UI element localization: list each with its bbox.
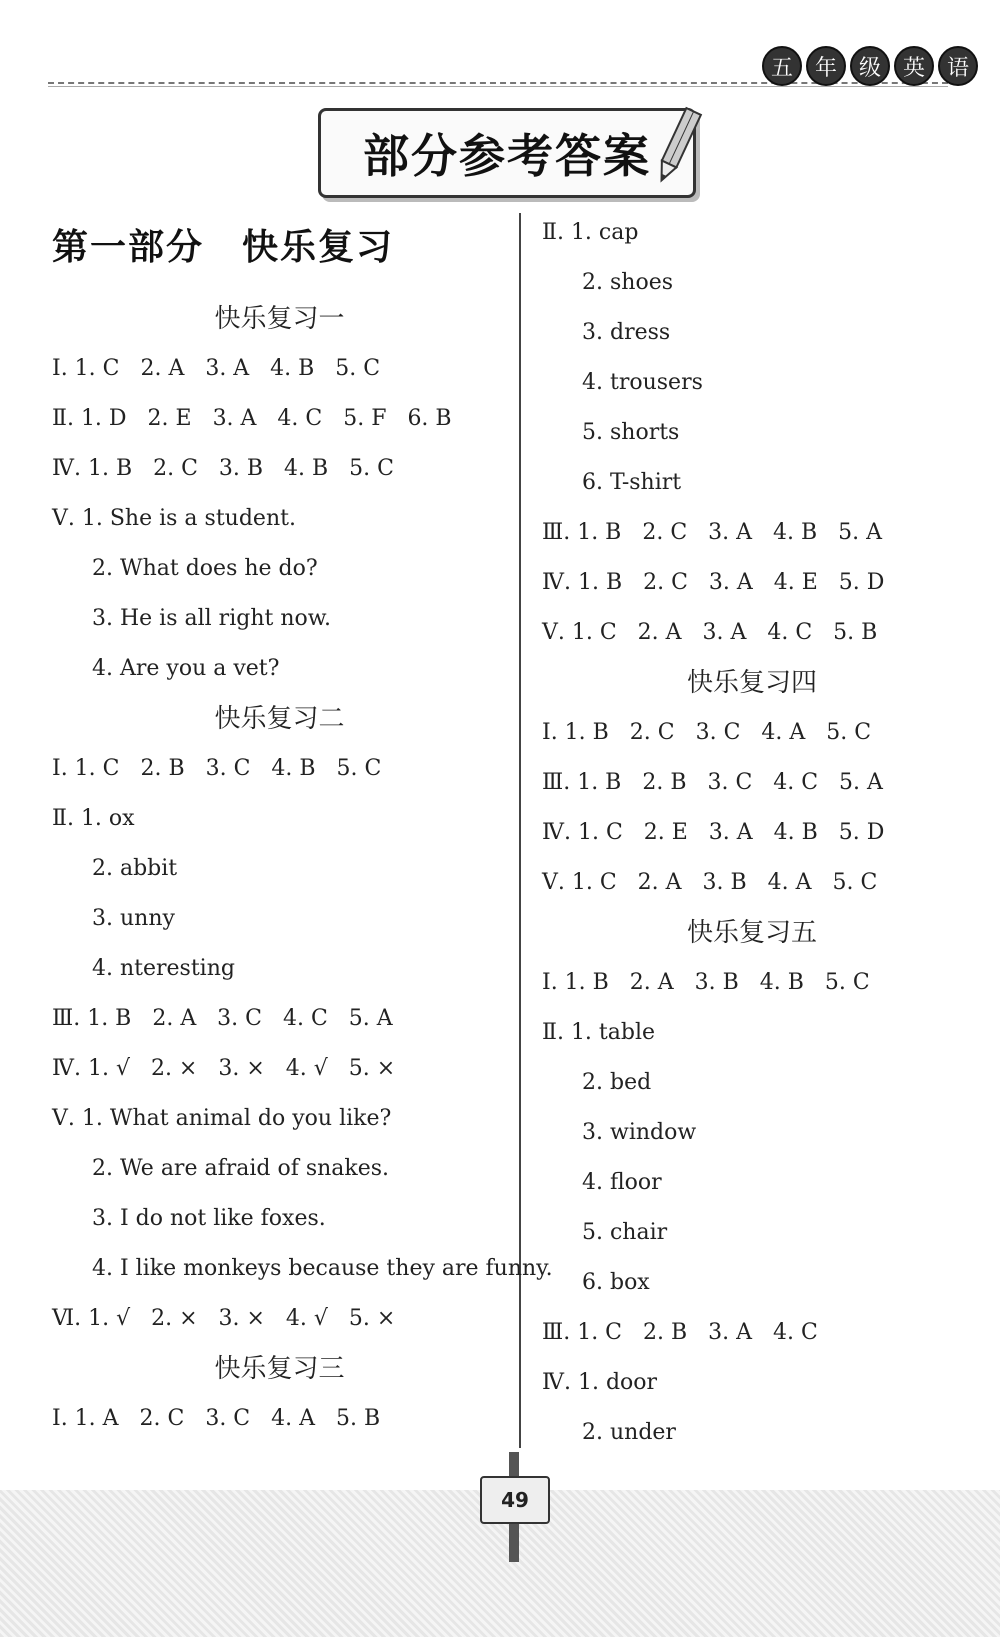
answer-line: 2. We are afraid of snakes.	[92, 1156, 390, 1181]
answer-line: Ⅳ. 1. B 2. C 3. B 4. B 5. C	[52, 456, 394, 481]
left-column	[52, 224, 553, 1444]
answer-line: Ⅳ. 1. √ 2. × 3. × 4. √ 5. ×	[52, 1056, 396, 1081]
badge-char: 年	[806, 46, 846, 86]
badge-char: 英	[894, 46, 934, 86]
answer-line: Ⅴ. 1. She is a student.	[52, 506, 296, 531]
answer-line: Ⅰ. 1. C 2. B 3. C 4. B 5. C	[52, 756, 382, 781]
right-answer-list	[542, 208, 962, 1458]
answer-line: 5. shorts	[582, 420, 680, 445]
grade-subject-badges	[762, 46, 978, 86]
header-rule	[48, 86, 948, 87]
section-title: 快乐复习二	[214, 704, 345, 734]
pencil-icon	[648, 100, 708, 190]
answer-line: 3. unny	[92, 906, 175, 931]
answer-line: Ⅰ. 1. A 2. C 3. C 4. A 5. B	[52, 1406, 381, 1431]
answer-line: 5. chair	[582, 1220, 668, 1245]
answer-line: 4. trousers	[582, 370, 703, 395]
answer-line: 2. bed	[582, 1070, 652, 1095]
right-column	[542, 208, 962, 1458]
answer-line: 2. under	[582, 1420, 676, 1445]
badge-char: 级	[850, 46, 890, 86]
answer-line: 4. floor	[582, 1170, 662, 1195]
answer-line: Ⅲ. 1. B 2. B 3. C 4. C 5. A	[542, 770, 883, 795]
section-title: 快乐复习一	[214, 304, 345, 334]
section-title: 快乐复习五	[686, 918, 817, 948]
page-title: 部分参考答案	[363, 129, 651, 183]
answer-line: Ⅰ. 1. C 2. A 3. A 4. B 5. C	[52, 356, 381, 381]
answer-line: Ⅰ. 1. B 2. A 3. B 4. B 5. C	[542, 970, 870, 995]
answer-line: Ⅴ. 1. C 2. A 3. B 4. A 5. C	[542, 870, 878, 895]
answer-line: Ⅱ. 1. cap	[542, 220, 639, 245]
badge-char: 语	[938, 46, 978, 86]
answer-line: Ⅱ. 1. ox	[52, 806, 135, 831]
answer-line: 6. T-shirt	[582, 470, 682, 495]
answer-line: 3. He is all right now.	[92, 606, 331, 631]
answer-line: Ⅲ. 1. B 2. C 3. A 4. B 5. A	[542, 520, 882, 545]
answer-line: 2. shoes	[582, 270, 673, 295]
answer-line: Ⅴ. 1. What animal do you like?	[52, 1106, 392, 1131]
page-title-box	[318, 108, 696, 198]
answer-line: 3. I do not like foxes.	[92, 1206, 326, 1231]
answer-line: 2. abbit	[92, 856, 178, 881]
answer-line: 6. box	[582, 1270, 650, 1295]
page-number: 49	[480, 1476, 550, 1524]
answer-line: Ⅳ. 1. C 2. E 3. A 4. B 5. D	[542, 820, 885, 845]
answer-line: Ⅳ. 1. door	[542, 1370, 658, 1395]
answer-line: Ⅱ. 1. D 2. E 3. A 4. C 5. F 6. B	[52, 406, 452, 431]
answer-line: Ⅵ. 1. √ 2. × 3. × 4. √ 5. ×	[52, 1306, 396, 1331]
badge-char: 五	[762, 46, 802, 86]
answer-line: Ⅲ. 1. C 2. B 3. A 4. C	[542, 1320, 818, 1345]
answer-line: Ⅳ. 1. B 2. C 3. A 4. E 5. D	[542, 570, 885, 595]
answer-line: 4. nteresting	[92, 956, 235, 981]
answer-line: Ⅴ. 1. C 2. A 3. A 4. C 5. B	[542, 620, 878, 645]
answer-line: 2. What does he do?	[92, 556, 318, 581]
answer-line: 4. Are you a vet?	[92, 656, 280, 681]
answer-line: Ⅰ. 1. B 2. C 3. C 4. A 5. C	[542, 720, 872, 745]
section-title: 快乐复习四	[686, 668, 817, 698]
answer-line: Ⅲ. 1. B 2. A 3. C 4. C 5. A	[52, 1006, 393, 1031]
section-title: 快乐复习三	[214, 1354, 345, 1384]
answer-line: Ⅱ. 1. table	[542, 1020, 656, 1045]
answer-line: 3. window	[582, 1120, 697, 1145]
answer-line: 3. dress	[582, 320, 671, 345]
answer-line: 4. I like monkeys because they are funny.	[92, 1256, 553, 1281]
left-answer-list	[52, 294, 553, 1444]
part-title: 第一部分 快乐复习	[52, 227, 395, 268]
